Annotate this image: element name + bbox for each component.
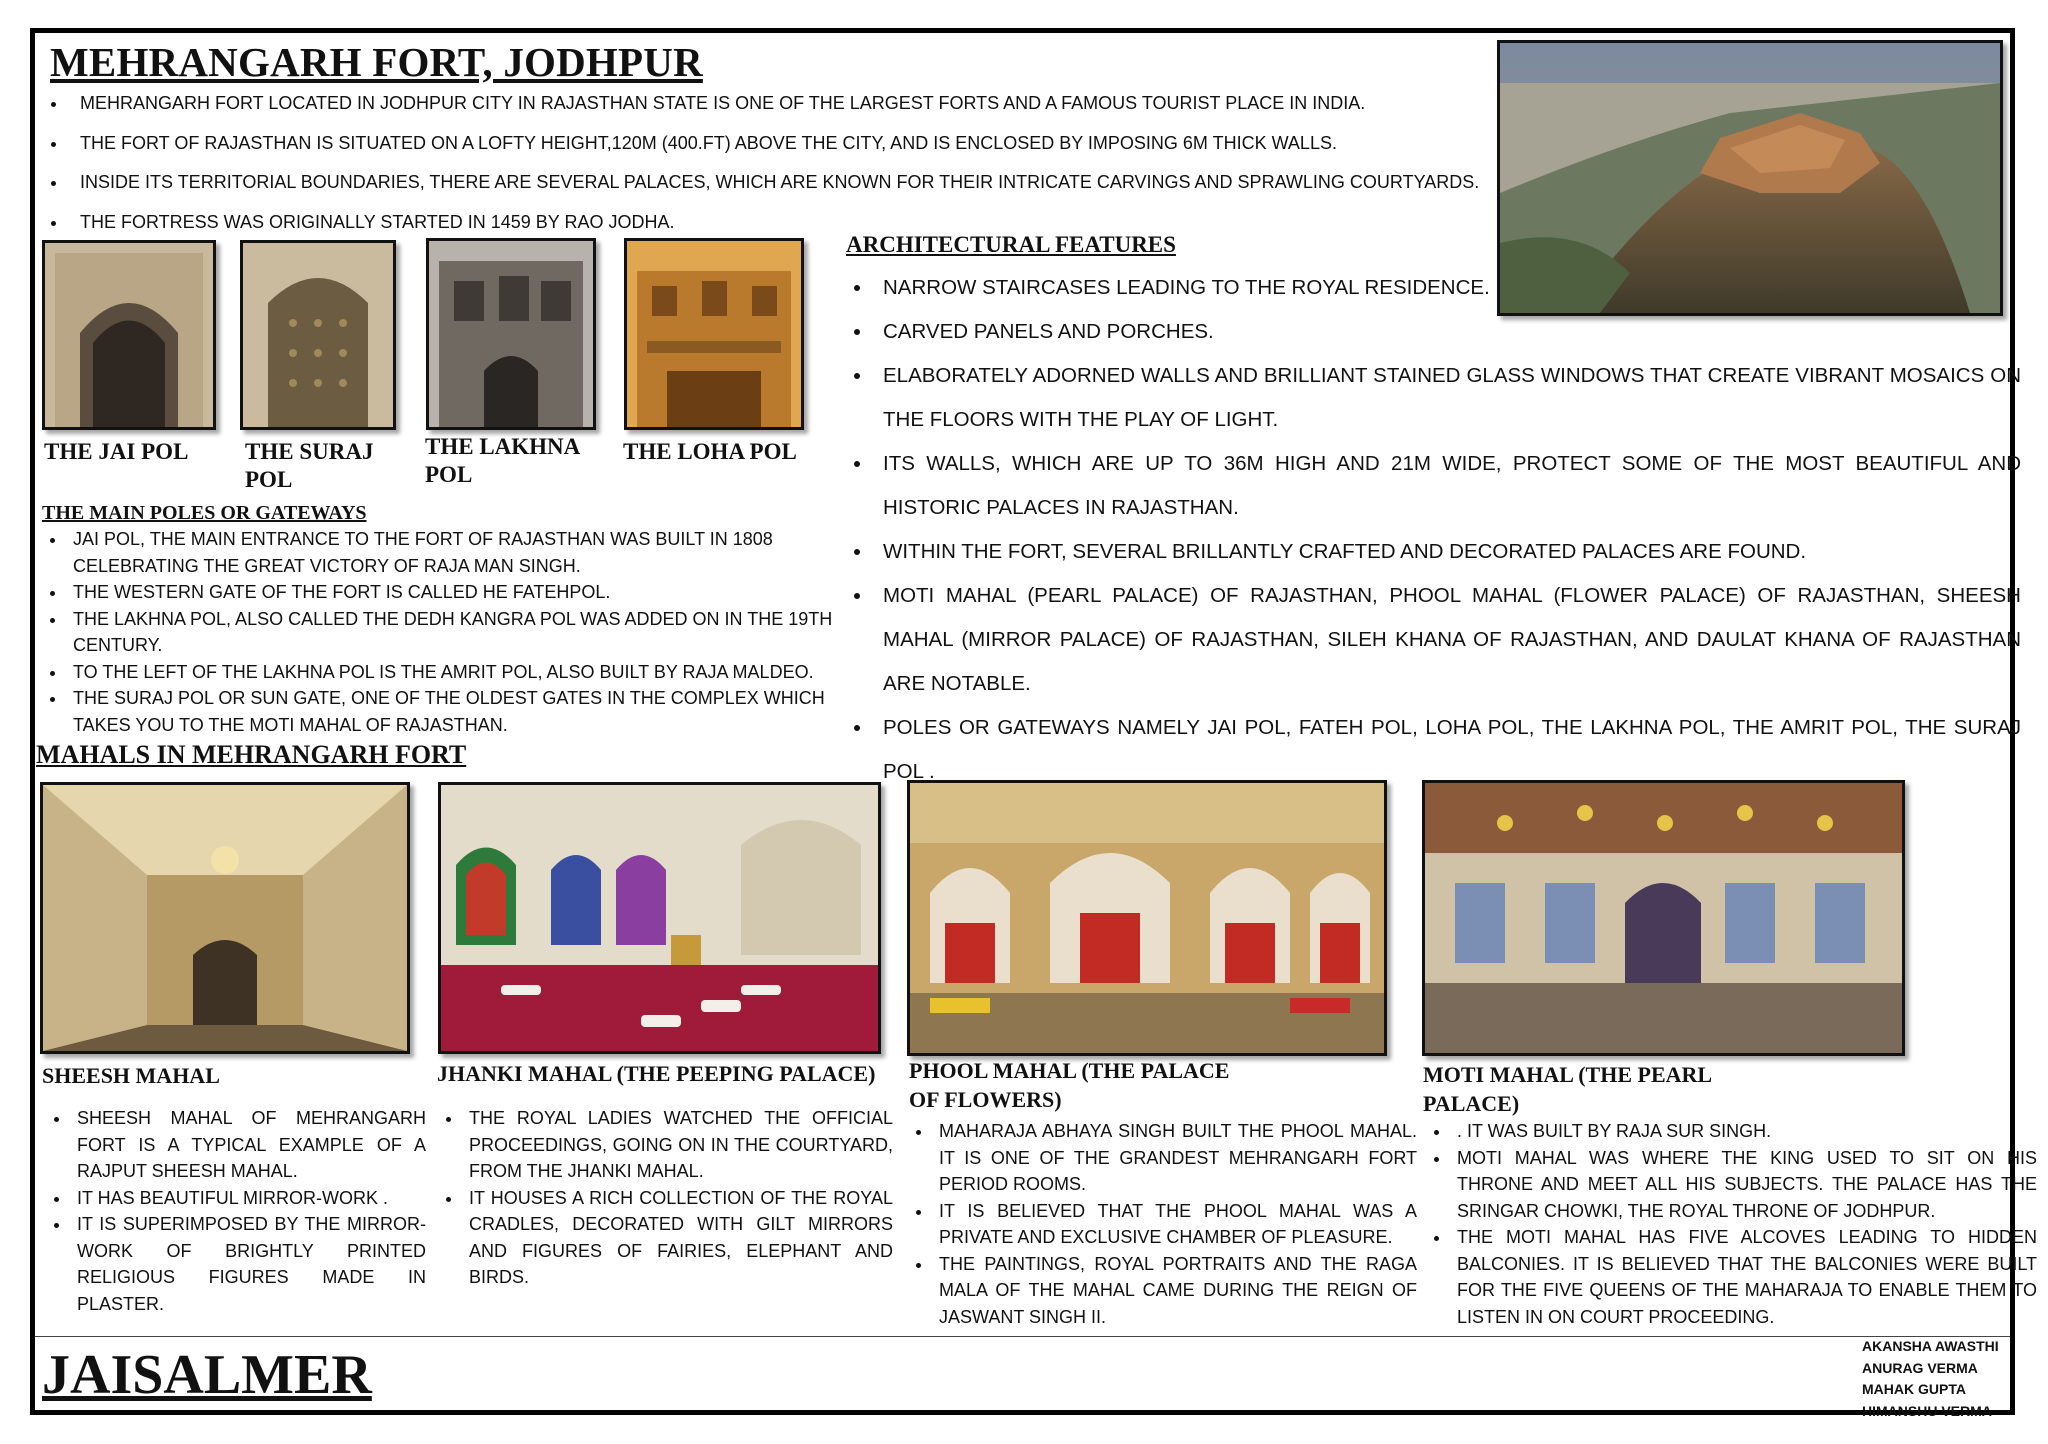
architecture-point: • NARROW STAIRCASES LEADING TO THE ROYAL RESIDENCE. — [873, 266, 2021, 310]
credits-block — [1862, 1336, 1999, 1422]
jhanki-mahal-point: • IT HOUSES A RICH COLLECTION OF THE ROYAL CRADLES, DECORATED WITH GILT MIRRORS AND FIGURES OF FAIRIES, ELEPHANT AND BIRDS. — [463, 1185, 893, 1291]
architecture-point: • POLES OR GATEWAYS NAMELY JAI POL, FATEH POL, LOHA POL, THE LAKHNA POL, THE AMRIT POL, THE SURAJ POL . — [873, 706, 2021, 794]
footer-title: JAISALMER — [42, 1344, 372, 1406]
lakhna-pol-photo — [426, 238, 596, 430]
phool-mahal-point: • IT IS BELIEVED THAT THE PHOOL MAHAL WAS A PRIVATE AND EXCLUSIVE CHAMBER OF PLEASURE. — [933, 1198, 1417, 1251]
main-poles-list — [40, 526, 857, 738]
moti-mahal-point: • . IT WAS BUILT BY RAJA SUR SINGH. — [1451, 1118, 2037, 1145]
architecture-point: • WITHIN THE FORT, SEVERAL BRILLANTLY CRAFTED AND DECORATED PALACES ARE FOUND. — [873, 530, 2021, 574]
main-poles-heading: THE MAIN POLES OR GATEWAYS — [42, 502, 367, 524]
main-poles-point: • THE SURAJ POL OR SUN GATE, ONE OF THE OLDEST GATES IN THE COMPLEX WHICH TAKES YOU TO THE MOTI MAHAL OF RAJASTHAN. — [67, 685, 857, 738]
phool-mahal-point: • MAHARAJA ABHAYA SINGH BUILT THE PHOOL MAHAL. IT IS ONE OF THE GRANDEST MEHRANGARH FORT PERIOD ROOMS. — [933, 1118, 1417, 1198]
credit-name: MAHAK GUPTA — [1862, 1381, 1966, 1397]
architecture-point: • CARVED PANELS AND PORCHES. — [873, 310, 2021, 354]
sheesh-mahal-point: • SHEESH MAHAL OF MEHRANGARH FORT IS A TYPICAL EXAMPLE OF A RAJPUT SHEESH MAHAL. — [71, 1105, 426, 1185]
page-title: MEHRANGARH FORT, JODHPUR — [50, 39, 703, 85]
sheesh-mahal-point: • IT IS SUPERIMPOSED BY THE MIRROR-WORK OF BRIGHTLY PRINTED RELIGIOUS FIGURES MADE IN PLASTER. — [71, 1211, 426, 1317]
architecture-list — [845, 266, 2021, 794]
lakhna-pol-caption: THE LAKHNA POL — [425, 434, 581, 487]
phool-mahal-caption: PHOOL MAHAL (THE PALACE OF FLOWERS) — [909, 1058, 1230, 1112]
phool-mahal-photo — [907, 780, 1387, 1056]
architecture-point: • ITS WALLS, WHICH ARE UP TO 36M HIGH AND 21M WIDE, PROTECT SOME OF THE MOST BEAUTIFUL AND HISTORIC PALACES IN RAJASTHAN. — [873, 442, 2021, 530]
intro-point: • THE FORT OF RAJASTHAN IS SITUATED ON A LOFTY HEIGHT,120M (400.FT) ABOVE THE CITY, AND IS ENCLOSED BY IMPOSING 6M THICK WALLS. — [68, 124, 1518, 164]
phool-mahal-point: • THE PAINTINGS, ROYAL PORTRAITS AND THE RAGA MALA OF THE MAHAL CAME DURING THE REIGN OF JASWANT SINGH II. — [933, 1251, 1417, 1331]
suraj-pol-caption: THE SURAJ POL — [245, 439, 374, 492]
architecture-point: • MOTI MAHAL (PEARL PALACE) OF RAJASTHAN, PHOOL MAHAL (FLOWER PALACE) OF RAJASTHAN, SHEESH MAHAL (MIRROR PALACE) OF RAJASTHAN, SILEH KHANA OF RAJASTHAN, AND DAULAT KHANA OF RAJASTHAN ARE NOTABLE. — [873, 574, 2021, 706]
jhanki-mahal-point: • THE ROYAL LADIES WATCHED THE OFFICIAL PROCEEDINGS, GOING ON IN THE COURTYARD, FROM THE JHANKI MAHAL. — [463, 1105, 893, 1185]
mahals-heading: MAHALS IN MEHRANGARH FORT — [36, 740, 467, 769]
moti-mahal-point: • THE MOTI MAHAL HAS FIVE ALCOVES LEADING TO HIDDEN BALCONIES. IT IS BELIEVED THAT THE BALCONIES WERE BUILT FOR THE FIVE QUEENS OF THE MAHARAJA TO ENABLE THEM TO LISTEN IN ON COURT PROCEEDING. — [1451, 1224, 2037, 1330]
jhanki-mahal-list — [436, 1105, 893, 1291]
sheesh-mahal-caption: SHEESH MAHAL — [42, 1063, 220, 1088]
jhanki-mahal-caption: JHANKI MAHAL (THE PEEPING PALACE) — [437, 1061, 876, 1086]
moti-mahal-photo — [1422, 780, 1905, 1056]
jai-pol-photo — [42, 240, 216, 430]
loha-pol-caption: THE LOHA POL — [623, 439, 797, 464]
moti-mahal-list — [1424, 1118, 2037, 1330]
main-poles-point: • TO THE LEFT OF THE LAKHNA POL IS THE AMRIT POL, ALSO BUILT BY RAJA MALDEO. — [67, 659, 857, 686]
main-poles-point: • THE LAKHNA POL, ALSO CALLED THE DEDH KANGRA POL WAS ADDED ON IN THE 19TH CENTURY. — [67, 606, 857, 659]
jai-pol-caption: THE JAI POL — [44, 439, 189, 464]
intro-list — [40, 84, 1518, 242]
moti-mahal-point: • MOTI MAHAL WAS WHERE THE KING USED TO SIT ON HIS THRONE AND MEET ALL HIS SUBJECTS. THE PALACE HAS THE SRINGAR CHOWKI, THE ROYAL THRONE OF JODHPUR. — [1451, 1145, 2037, 1225]
credit-name: HIMANSHU VERMA — [1862, 1402, 1992, 1419]
credit-name: ANURAG VERMA — [1862, 1359, 1978, 1376]
architecture-point: • ELABORATELY ADORNED WALLS AND BRILLIANT STAINED GLASS WINDOWS THAT CREATE VIBRANT MOSAICS ON THE FLOORS WITH THE PLAY OF LIGHT. — [873, 354, 2021, 442]
main-poles-point: • JAI POL, THE MAIN ENTRANCE TO THE FORT OF RAJASTHAN WAS BUILT IN 1808 CELEBRATING THE GREAT VICTORY OF RAJA MAN SINGH. — [67, 526, 857, 579]
loha-pol-photo — [624, 238, 804, 430]
suraj-pol-photo — [240, 240, 396, 430]
phool-mahal-list — [906, 1118, 1417, 1330]
sheesh-mahal-photo — [40, 782, 410, 1054]
footer-divider — [35, 1336, 2010, 1337]
intro-point: • INSIDE ITS TERRITORIAL BOUNDARIES, THERE ARE SEVERAL PALACES, WHICH ARE KNOWN FOR THEIR INTRICATE CARVINGS AND SPRAWLING COURTYARDS. — [68, 163, 1518, 203]
architecture-heading: ARCHITECTURAL FEATURES — [846, 232, 1176, 257]
moti-mahal-caption: MOTI MAHAL (THE PEARL PALACE) — [1423, 1062, 1713, 1116]
main-poles-point: • THE WESTERN GATE OF THE FORT IS CALLED HE FATEHPOL. — [67, 579, 857, 606]
jhanki-mahal-photo — [438, 782, 881, 1054]
intro-point: • MEHRANGARH FORT LOCATED IN JODHPUR CITY IN RAJASTHAN STATE IS ONE OF THE LARGEST FORTS AND A FAMOUS TOURIST PLACE IN INDIA. — [68, 84, 1518, 124]
credit-name: AKANSHA AWASTHI — [1862, 1338, 1999, 1354]
sheesh-mahal-list — [44, 1105, 426, 1317]
sheesh-mahal-point: • IT HAS BEAUTIFUL MIRROR-WORK . — [71, 1185, 426, 1212]
intro-point: • THE FORTRESS WAS ORIGINALLY STARTED IN 1459 BY RAO JODHA. — [68, 203, 1518, 243]
